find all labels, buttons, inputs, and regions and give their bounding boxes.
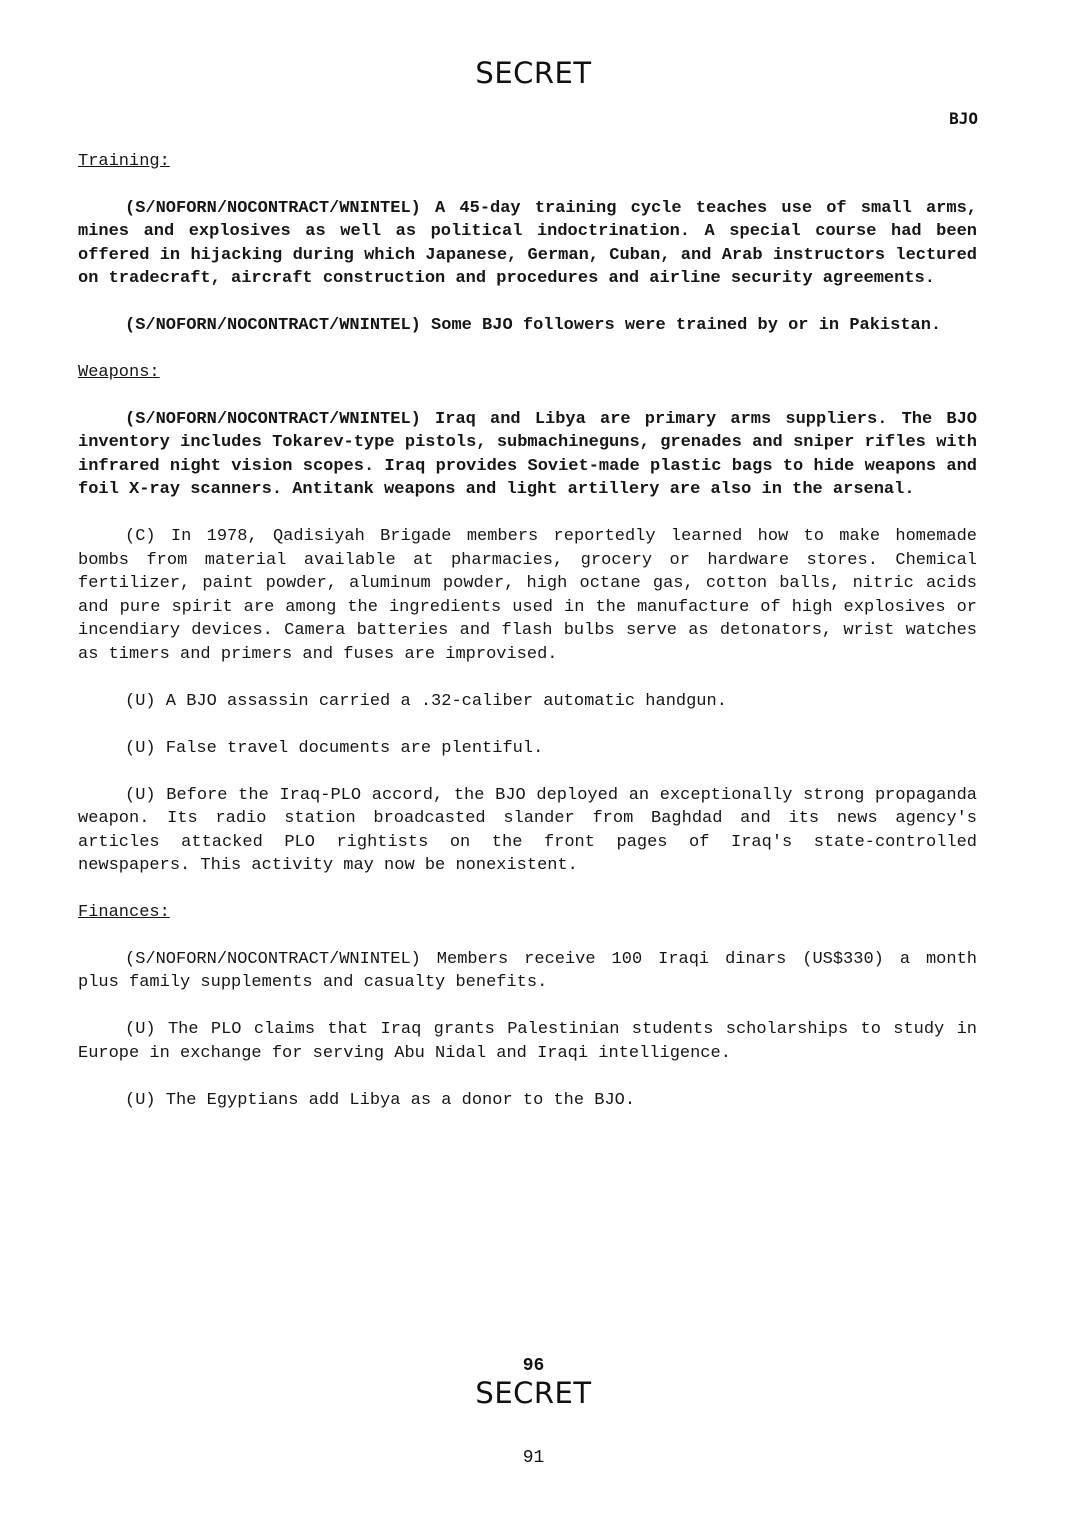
classification-banner-bottom: SECRET: [475, 1376, 592, 1410]
document-page-number: 96: [522, 1356, 545, 1376]
group-code: BJO: [949, 109, 978, 128]
file-page-number: 91: [522, 1448, 545, 1468]
section-weapons: [78, 361, 977, 878]
document-body: [78, 150, 977, 1136]
paragraph: (U) The Egyptians add Libya as a donor to the BJO.: [125, 1090, 636, 1110]
paragraph: (U) False travel documents are plentiful.: [125, 738, 544, 758]
paragraph: (S/NOFORN/NOCONTRACT/WNINTEL) A 45-day training cycle teaches use of small arms, mines and explosives as well as political indoctrination. A special course had been offered in hijacking during which Japanese, German, Cuban, and Arab instructors lectured on tradecraft, aircraft construction and procedures and airline security agreements.: [78, 198, 977, 288]
section-heading: Weapons:: [78, 363, 160, 382]
paragraph: (C) In 1978, Qadisiyah Brigade members reportedly learned how to make homemade bombs from material available at pharmacies, grocery or hardware stores. Chemical fertilizer, paint powder, aluminum powder, high octane gas, cotton balls, nitric acids and pure spirit are among the ingredients used in the manufacture of high explosives or incendiary devices. Camera batteries and flash bulbs serve as detonators, wrist watches as timers and primers and fuses are improvised.: [78, 527, 977, 664]
paragraph: (S/NOFORN/NOCONTRACT/WNINTEL) Some BJO followers were trained by or in Pakistan.: [125, 316, 942, 335]
section-finances: [78, 901, 977, 1112]
paragraph: (U) Before the Iraq-PLO accord, the BJO deployed an exceptionally strong propaganda weapon. Its radio station broadcasted slander from Baghdad and its news agency's articles attacked PLO rightists on the front pages of Iraq's state-controlled newspapers. This activity may now be nonexistent.: [78, 785, 977, 875]
section-heading: Finances:: [78, 903, 170, 922]
paragraph: (U) A BJO assassin carried a .32-caliber automatic handgun.: [125, 691, 727, 711]
section-heading: Training:: [78, 152, 170, 171]
classification-banner-top: SECRET: [475, 56, 592, 90]
paragraph: (U) The PLO claims that Iraq grants Palestinian students scholarships to study in Europe in exchange for serving Abu Nidal and Iraqi intelligence.: [78, 1020, 977, 1063]
paragraph: (S/NOFORN/NOCONTRACT/WNINTEL) Iraq and Libya are primary arms suppliers. The BJO inventory includes Tokarev-type pistols, submachineguns, grenades and sniper rifles with infrared night vision scopes. Iraq provides Soviet-made plastic bags to hide weapons and foil X-ray scanners. Antitank weapons and light artillery are also in the arsenal.: [78, 409, 977, 499]
paragraph: (S/NOFORN/NOCONTRACT/WNINTEL) Members receive 100 Iraqi dinars (US$330) a month plus family supplements and casualty benefits.: [78, 949, 977, 992]
section-training: [78, 150, 977, 338]
